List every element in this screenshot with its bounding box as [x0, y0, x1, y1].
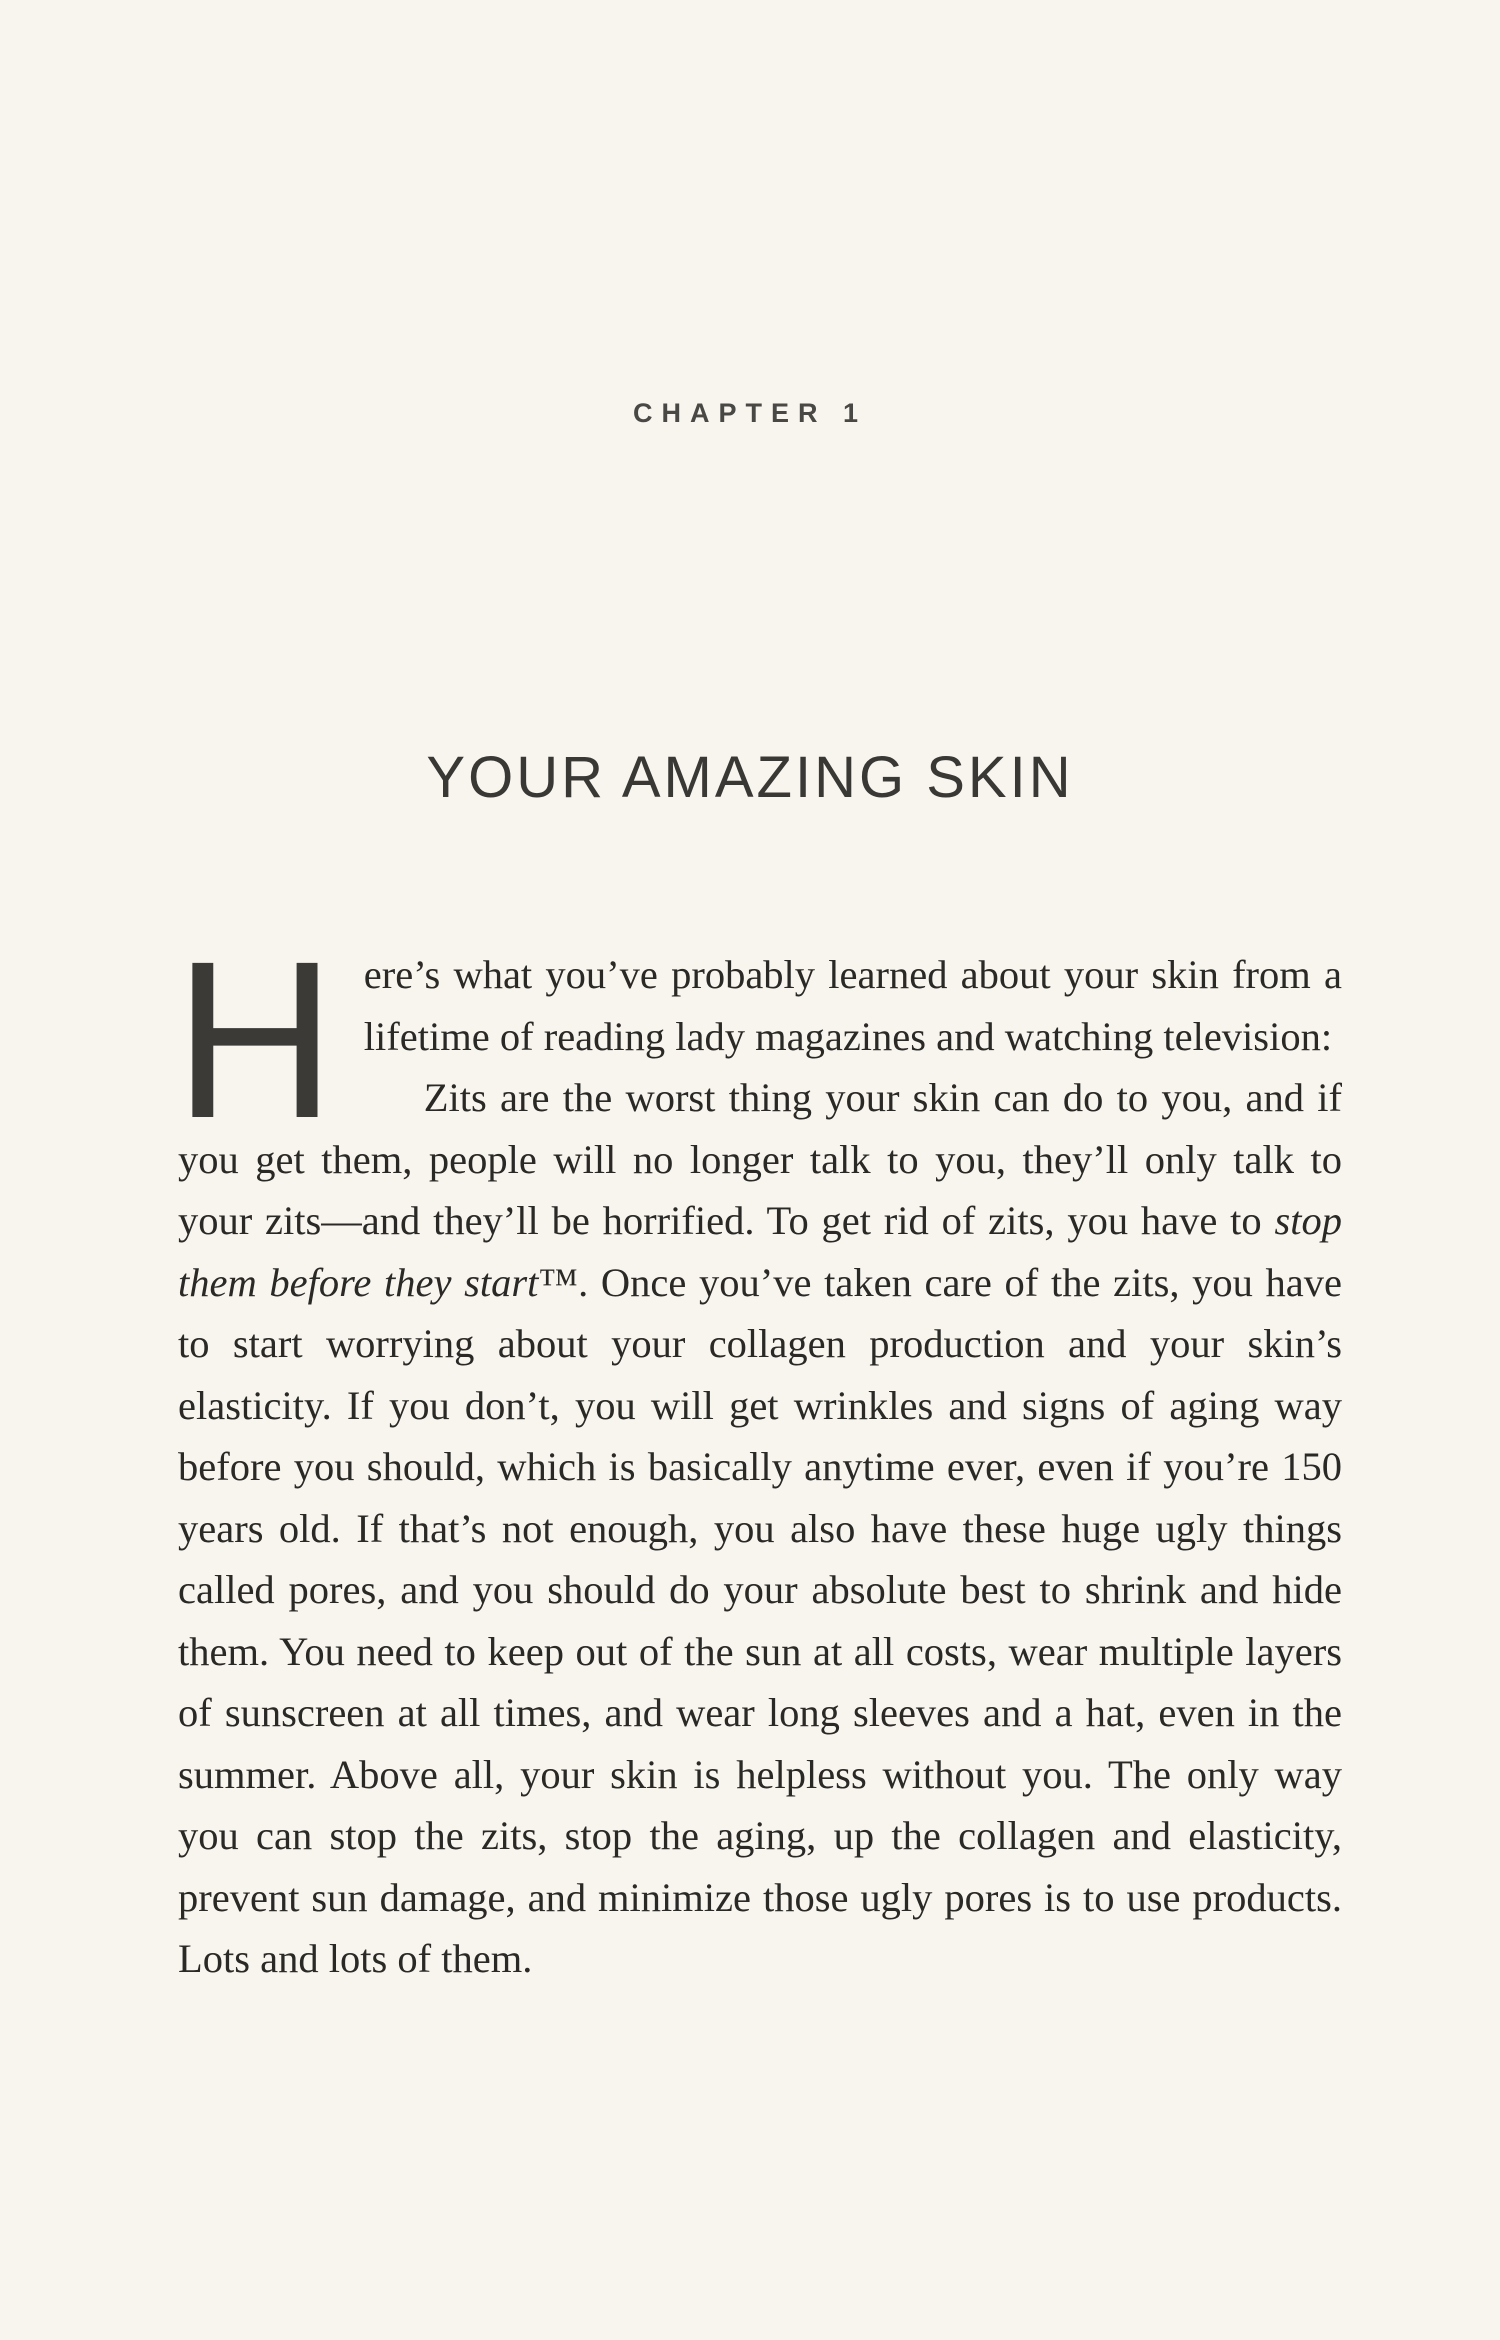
drop-cap: H — [174, 915, 336, 1165]
chapter-label: CHAPTER 1 — [632, 398, 868, 428]
trademark-phrase: stop them before they start — [178, 1198, 1342, 1305]
paragraph-2-text-start: Zits are the worst thing your skin can do to you, and if you get them, people will no longer talk to you, they’ll only talk to your zits—and they’ll be horrified. To get rid of zits, you have to — [178, 1075, 1342, 1243]
chapter-body — [174, 915, 1342, 1990]
chapter-title: YOUR AMAZING SKIN — [426, 745, 1074, 810]
paragraph-2-text-end: ™. Once you’ve taken care of the zits, you have to start worrying about your collagen production and your skin’s elasticity. If you don’t, you will get wrinkles and signs of aging way before you should, which is basically anytime ever, even if you’re 150 years old. If that’s not enough, you also have these huge ugly things called pores, and you should do your absolute best to shrink and hide them. You need to keep out of the sun at all costs, wear multiple layers of sunscreen at all times, and wear long sleeves and a hat, even in the summer. Above all, your skin is helpless without you. The only way you can stop the zits, stop the aging, up the collagen and elasticity, prevent sun damage, and minimize those ugly pores is to use products. Lots and lots of them. — [178, 1259, 1342, 1981]
paragraph-2 — [178, 1067, 1342, 1990]
paragraph-1-text: ere’s what you’ve probably learned about your skin from a lifetime of reading lady magazines and watching television: — [363, 952, 1342, 1059]
